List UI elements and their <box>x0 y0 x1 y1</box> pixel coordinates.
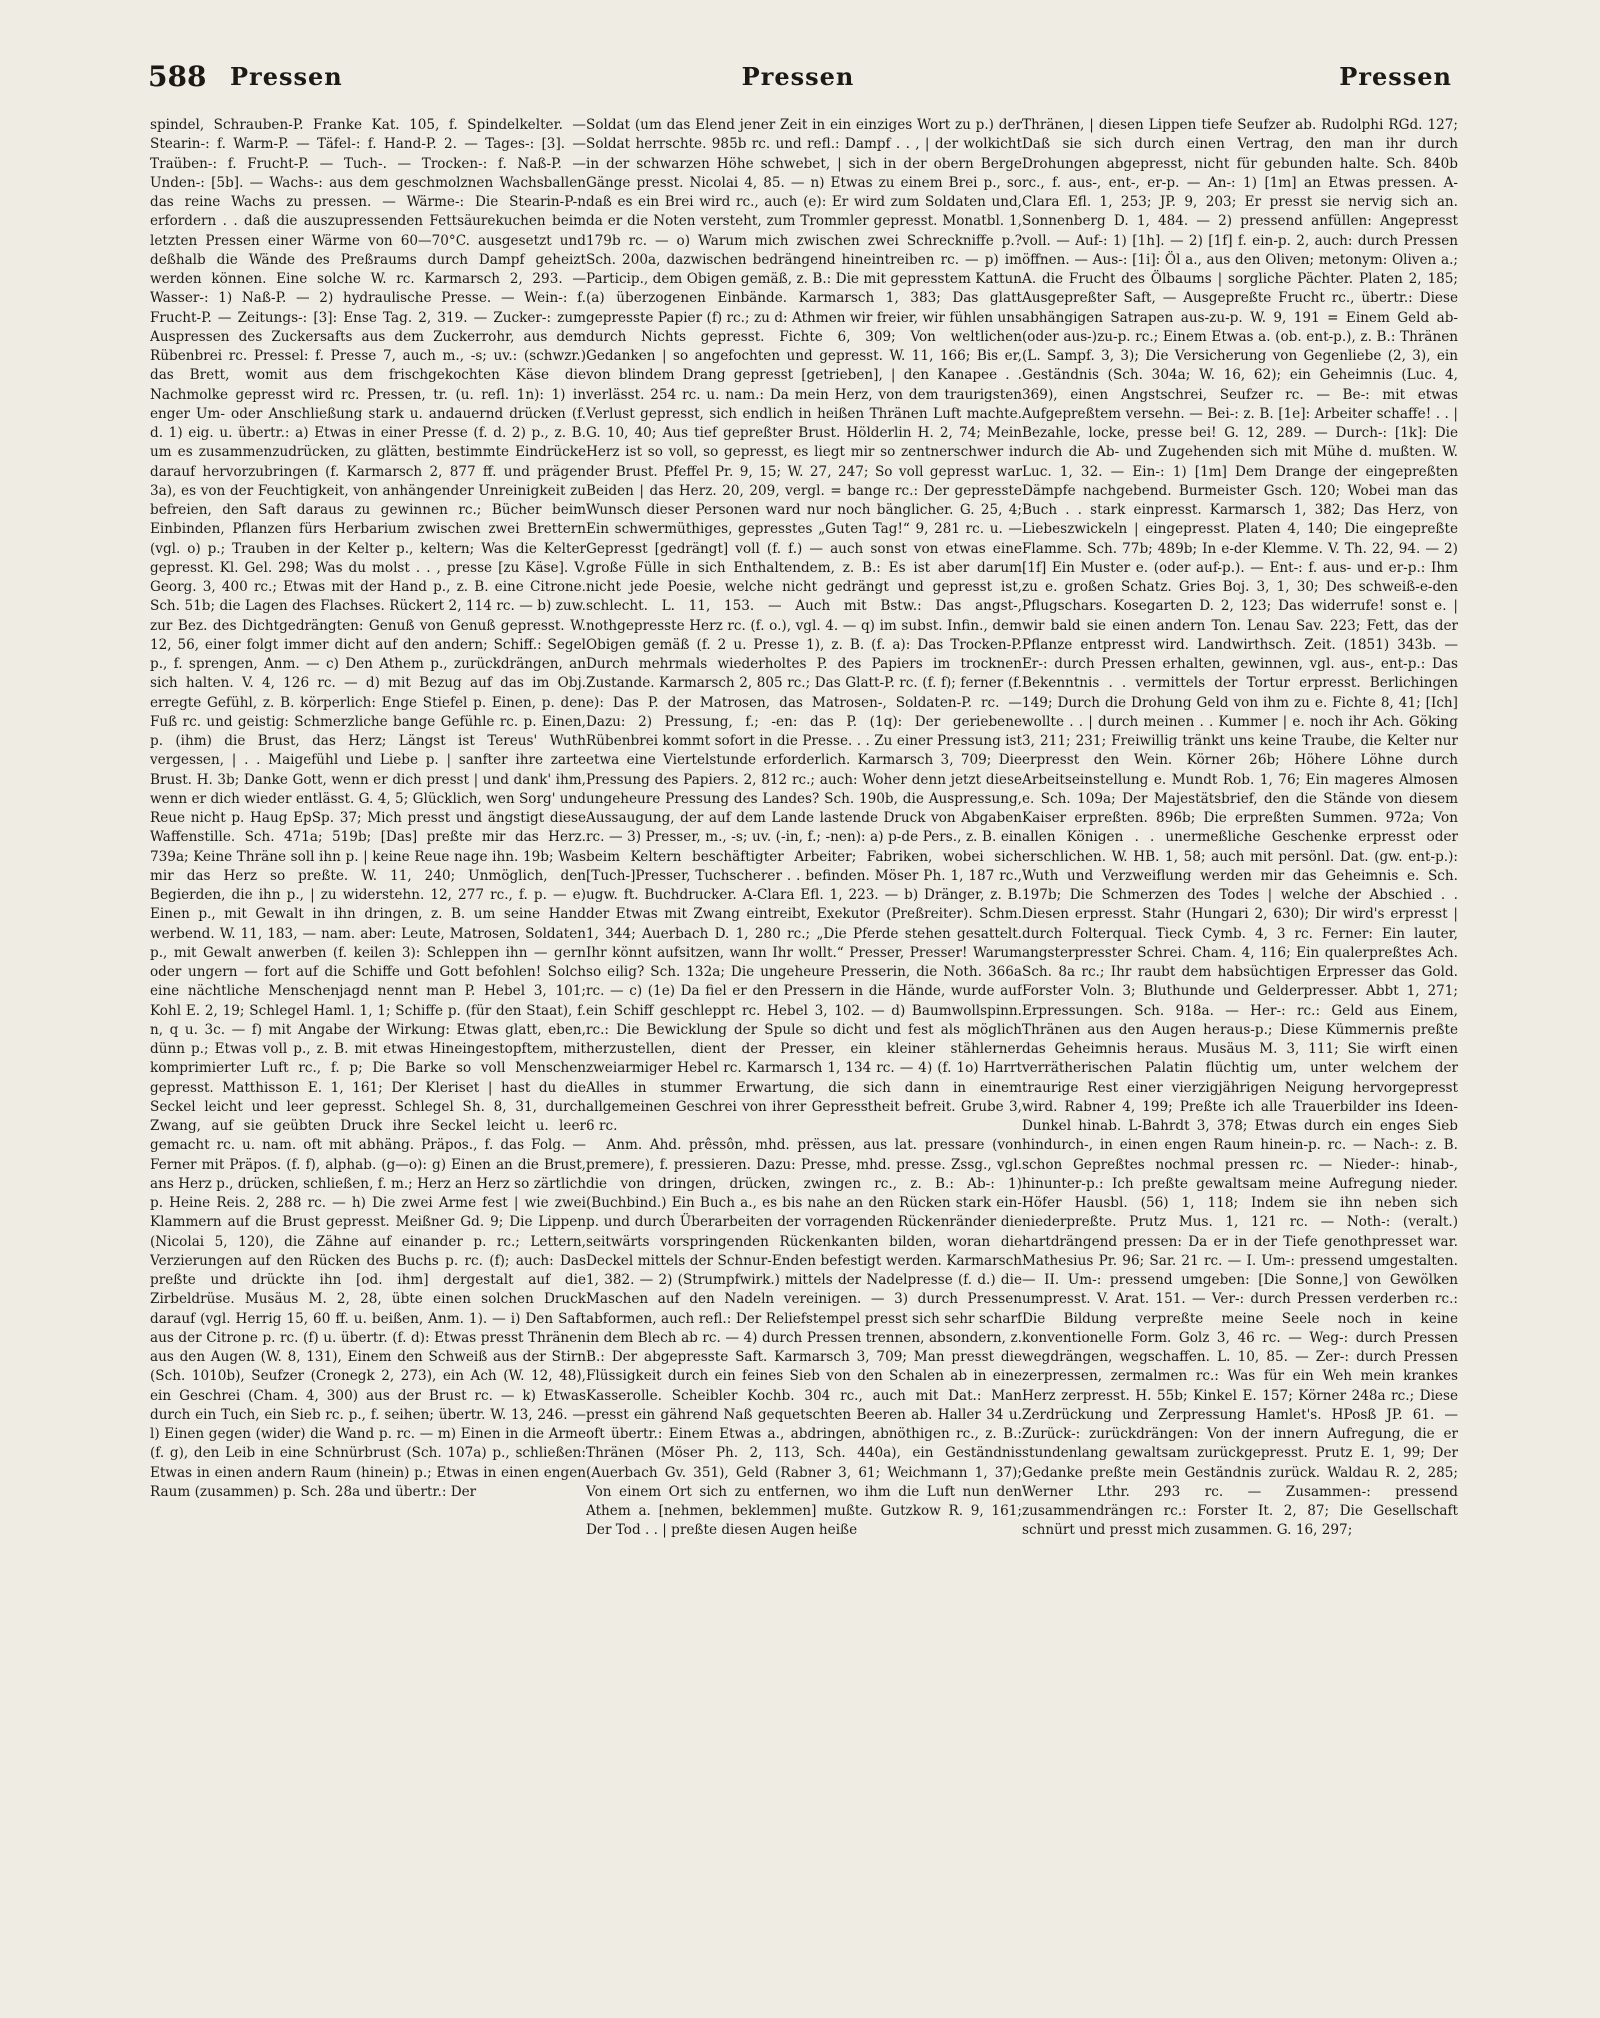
column-left <box>150 116 586 1976</box>
page-number: 588 <box>148 60 207 93</box>
column-left-text: spindel, Schrauben-P. Franke Kat. 105, f. Spindelkelter. — Stearin-: f. Warm-P. — Täfel-: f. Hand-P. 2. — Tages-: [3]. — Traüben-: f. Frucht-P. — Tuch-. — Trocken-: f. Naß-P. — Unden-: [5b]. — Wachs-: aus dem geschmolznen Wachsballen das reine Wachs zu pressen. — Wärme-: Die Stearin-P-n erfordern . . daß die auszupressenden Fettsäurekuchen beim letzten Pressen einer Wärme von 60—70°C. ausgesetzt und deßhalb die Wände des Preßraums durch Dampf geheizt werden können. Eine solche W. rc. Karmarsch 2, 293. — Wasser-: 1) Naß-P. — 2) hydraulische Presse. — Wein-: f. Frucht-P. — Zeitungs-: [3]: Ense Tag. 2, 319. — Zucker-: zum Auspressen des Zuckersafts aus dem Zuckerrohr, aus dem Rübenbrei rc. Pressel: f. Presse 7, auch m., -s; uv.: (schwzr.) das Brett, womit aus dem frischgekochten Käse die Nachmolke gepresst wird rc. Pressen, tr. (u. refl. 1n): 1) in enger Um- oder Anschließung stark u. andauernd drücken (f. d. 1) eig. u. übertr.: a) Etwas in einer Presse (f. d. 2) p., z. B. um es zusammenzudrücken, zu glätten, bestimmte Eindrücke darauf hervorzubringen (f. Karmarsch 2, 877 ff. und prägen 3a), es von der Feuchtigkeit, von anhängender Unreinigkeit zu befreien, den Saft daraus zu gewinnen rc.; Bücher beim Einbinden, Pflanzen fürs Herbarium zwischen zwei Brettern (vgl. o) p.; Trauben in der Kelter p., keltern; Was die Kelter gepresst. Kl. Gel. 298; Was du molst . . , presse [zu Käse]. V. Georg. 3, 400 rc.; Etwas mit der Hand p., z. B. eine Citrone. Sch. 51b; die Lagen des Flachses. Rückert 2, 114 rc. — b) zuw. zur Bez. des Dichtgedrängten: Genuß von Genuß gepresst. W. 12, 56, einer folgt immer dicht auf den andern; Schiff.: Segel p., f. sprengen, Anm. — c) Den Athem p., zurückdrängen, an sich halten. V. 4, 126 rc. — d) mit Bezug auf das im Obj. erregte Gefühl, z. B. körperlich: Enge Stiefel p. Einen, p. den Fuß rc. und geistig: Schmerzliche bange Gefühle rc. p. Einen, p. (ihm) die Brust, das Herz; Längst ist Tereus' Wuth vergessen, | . . Maigefühl und Liebe p. | sanfter ihre zarte Brust. H. 3b; Danke Gott, wenn er dich presst | und dank' ihm, wenn er dich wieder entlässt. G. 4, 5; Glücklich, wen Sorg' und Reue nicht p. Haug EpSp. 37; Mich presst und ängstigt diese Waffenstille. Sch. 471a; 519b; [Das] preßte mir das Herz. 739a; Keine Thräne soll ihn p. | keine Reue nage ihn. 19b; Was mir das Herz so preßte. W. 11, 240; Unmöglich, den Begierden, die ihn p., | zu widerstehn. 12, 277 rc., f. p. — e) Einen p., mit Gewalt in ihn dringen, z. B. um seine Hand werbend. W. 11, 183, — nam. aber: Leute, Matrosen, Soldaten p., mit Gewalt anwerben (f. keilen 3): Schleppen ihn — gern oder ungern — fort auf die Schiffe und Gott befohlen! Solch eine nächtliche Menschenjagd nennt man P. Hebel 3, 101; Kohl E. 2, 19; Schlegel Haml. 1, 1; Schiffe p. (für den Staat), f. n, q u. 3c. — f) mit Angabe der Wirkung: Etwas glatt, eben, dünn p.; Etwas voll p., z. B. mit etwas Hineingestopftem, mit komprimierter Luft rc., f. p; Die Barke so voll Menschen gepresst. Matthisson E. 1, 161; Der Kleriset | hast du die Seckel leicht und leer gepresst. Schlegel Sh. 8, 31, durch Zwang, auf sie geübten Druck ihre Seckel leicht u. leer gemacht rc. u. nam. oft mit abhäng. Präpos., f. das Folg. — Ferner mit Präpos. (f. f), alphab. (g—o): g) Einen an die Brust, ans Herz p., drücken, schließen, f. m.; Herz an Herz so zärtlich p. Heine Reis. 2, 288 rc. — h) Die zwei Arme fest | wie zwei Klammern auf die Brust gepresst. Meißner Gd. 9; Die Lippen (Nicolai 5, 120), die Zähne auf einander p. rc.; Lettern, Verzierungen auf den Rücken des Buchs p. rc. (f); auch: Das preßte und drückte ihn [od. ihm] dergestalt auf die Zirbeldrüse. Musäus M. 2, 28, übte einen solchen Druck darauf (vgl. Herrig 15, 60 ff. u. beißen, Anm. 1). — i) Den Saft aus der Citrone p. rc. (f) u. übertr. (f. d): Etwas presst Thränen aus den Augen (W. 8, 131), Einem den Schweiß aus der Stirn (Sch. 1010b), Seufzer (Cronegk 2, 273), ein Ach (W. 12, 48), ein Geschrei (Cham. 4, 300) aus der Brust rc. — k) Etwas durch ein Tuch, ein Sieb rc. p., f. seihen; übertr. W. 13, 246. — l) Einen gegen (wider) die Wand p. rc. — m) Einen in die Arme (f. g), den Leib in eine Schnürbrust (Sch. 107a) p., schließen: Etwas in einen andern Raum (hinein) p.; Etwas in einen engen Raum (zusammen) p. Sch. 28a und übertr.: Der <box>150 117 586 1500</box>
column-middle-note: Anm. Ahd. prêssôn, mhd. prëssen, aus lat. pressare (von premere), f. pressieren. Dazu: Presse, mhd. presse. Zssg., vgl. die von dringen, drücken, zwingen rc., z. B.: Ab-: 1) (Buchbind.) Ein Buch a., es bis nahe an den Rücken stark ein-p. und durch Überarbeiten der vorragenden Rückenränder die seitwärts vorspringenden Rückenkanten bilden, woran die Deckel mittels der Schnur-Enden befestigt werden. Karmarsch 1, 382. — 2) (Strumpfwirk.) mittels der Nadelpresse (f. d.) die Maschen auf den Nadeln vereinigen. — 3) durch Pressen abformen, auch refl.: Der Reliefstempel presst sich sehr scharf in dem Blech ab rc. — 4) durch Pressen trennen, absondern, z. B.: Der abgepresste Saft. Karmarsch 3, 709; Man presst die Flüssigkeit durch ein feines Sieb von den Schalen ab in eine Kasserolle. Scheibler Kochb. 304 rc., auch mit Dat.: Man presst ein gährend Naß gequetschten Beeren ab. Haller 34 u. oft übertr.: Einem Etwas a., abdringen, abnöthigen rc., z. B.: Thränen (Möser Ph. 2, 113, Sch. 440a), ein Geständnis (Auerbach Gv. 351), Geld (Rabner 3, 61; Weichmann 1, 37); Von einem Ort sich zu entfernen, wo ihm die Luft nun den Athem a. [nehmen, beklemmen] mußte. Gutzkow R. 9, 161; Der Tod . . | preßte diesen Augen heiße <box>586 1137 1022 1539</box>
running-head-right: Pressen <box>1339 62 1452 91</box>
column-middle-text: Soldat (um das Elend jener Zeit in ein einziges Wort zu p.) der Soldat herrschte. 985b rc. und refl.: Dampf . . , | der wolkicht in der schwarzen Höhe schwebet, | sich in der obern Berge Gänge presst. Nicolai 4, 85. — n) Etwas zu einem Brei p., so daß es ein Brei wird rc., auch (e): Er wird zum Soldaten und, da er die Noten versteht, zum Trommler gepresst. Monatbl. 1, 179b rc. — o) Warum mich zwischen zwei Schreckniffe p.? Sch. 200a, dazwischen bedrängend hineintreiben rc. — p) im Particip., dem Obigen gemäß, z. B.: Die mit gepresstem Kattun (a) überzogenen Einbände. Karmarsch 1, 383; Das glatt gepresste Papier (f) rc.; zu d: Athmen wir freier, wir fühlen uns durch Nichts gepresst. Fichte 6, 309; Von weltlichen Gedanken | so angefochten und gepresst. W. 11, 166; Bis er, von blindem Drang gepresst [getrieben], | den Kanapee . . verlässt. 254 rc. u. nam.: Da mein Herz, von dem traurigsten Verlust gepresst, sich endlich in heißen Thränen Luft machte. G. 10, 40; Aus tief gepreßter Brust. Hölderlin H. 2, 74; Mein Herz ist so voll, so gepresst, es liegt mir so zentnerschwer in der Brust. Pfeffel Pr. 9, 15; W. 27, 247; So voll gepresst war Beiden | das Herz. 20, 209, vergl. = bange rc.: Der gepresste Wunsch dieser Personen ward nur noch bänglicher. G. 25, 4; Ein schwermüthiges, gepresstes „Guten Tag!“ 9, 281 rc. u. — Gepresst [gedrängt] voll (f. f.) — auch sonst von etwas eine große Fülle in sich Enthaltendem, z. B.: Es ist aber darum nicht jede Poesie, welche nicht gedrängt und gepresst ist, schlecht. L. 11, 153. — Auch mit Bstw.: Das angst-, nothgepresste Herz rc. (f. o.), vgl. 4. — q) im subst. Infin., dem Obigen gemäß (f. 2 u. Presse 1), z. B. (f. a): Das Trocken-P. Durch mehrmals wiederholtes P. des Papiers im trocknen Zustande. Karmarsch 2, 805 rc.; Das Glatt-P. rc. (f. f); ferner (f. e): Das P. der Matrosen, das Matrosen-, Soldaten-P. rc. — Dazu: 2) Pressung, f.; -en: das P. (1q): Der geriebene Rübenbrei kommt sofort in die Presse. . . Zu einer Pressung ist etwa eine Viertelstunde erforderlich. Karmarsch 3, 709; Die Pressung des Papiers. 2, 812 rc.; auch: Woher denn jetzt diese ungeheure Pressung des Landes? Sch. 190b, die Auspressung, Aussaugung, der auf dem Lande lastende Druck von Abgaben rc. — 3) Presser, m., -s; uv. (-in, f.; -nen): a) p-de Pers., z. B. ein beim Keltern beschäftigter Arbeiter; Fabriken, wobei sich [Tuch-]Presser, Tuchscherer . . befinden. Möser Ph. 1, 187 rc., ugw. ft. Buchdrucker. A-Clara Efl. 1, 223. — b) Dränger, z. B. der Etwas mit Zwang eintreibt, Exekutor (Preßreiter). Schm. 1, 344; Auerbach D. 1, 280 rc.; „Die Pferde stehen gesattelt. Ihr könnt aufsitzen, wann Ihr wollt.“ Presser, Presser! Warum so eilig? Sch. 132a; Die ungeheure Presserin, die Noth. 366a rc. — c) (1e) Da fiel er den Pressern in die Hände, wurde auf ein Schiff geschleppt rc. Hebel 3, 102. — d) Baumwollspinn. rc.: Die Bewicklung der Spule so dicht und fest als möglich herzustellen, dient der Presser, ein kleiner stählerner zweiarmiger Hebel rc. Karmarsch 1, 134 rc. — 4) (f. 1o) Harrt Alles in stummer Erwartung, die sich dann in einem allgemeinen Geschrei von ihrer Gepresstheit befreit. Grube 3, 6 rc. <box>586 117 1022 1134</box>
page-header <box>148 60 1452 100</box>
column-right <box>1022 116 1458 1976</box>
column-right-text: Thränen, | diesen Lippen tiefe Seufzer ab. Rudolphi RGd. 127; Daß sie sich durch einen Vertrag, den man ihr durch Drohungen abgepresst, nicht für gebunden halte. Sch. 840b rc., f. aus-, ent-, er-p. — An-: 1) [1m] an Etwas pressen. A-Clara Efl. 1, 253; JP. 9, 203; Er presst sie nervig sich an. Sonnenberg D. 1, 484. — 2) pressend anfüllen: Angepresst voll. — Auf-: 1) [1h]. — 2) [1f] f. ein-p. 2, auch: durch Pressen öffnen. — Aus-: [1i]: Öl a., aus den Oliven; metonym: Oliven a.; A. die Frucht des Ölbaums | sorgliche Pächter. Platen 2, 185; Ausgepreßter Saft, — Ausgepreßte Frucht rc., übertr.: Diese abhängigen Satrapen aus-zu-p. W. 9, 191 = Einem Geld ab- (oder aus-)zu-p. rc.; Einem Etwas a. (ob. ent-p.), z. B.: Thränen (L. Sampf. 3, 3); Die Versicherung von Gegenliebe (2, 3), ein Geständnis (Sch. 304a; W. 16, 62); ein Geheimnis (Luc. 4, 369), einen Angstschrei, Seufzer rc. — Be-: mit etwas Aufgepreßtem versehn. — Bei-: z. B. [1e]: Arbeiter schaffe! . . | Bezahle, locke, presse bei! G. 12, 289. — Durch-: [1k]: Die durch die Ab- und Zugehenden sich mit Mühe d. mußten. W. Luc. 1, 32. — Ein-: 1) [1m] Dem Drange der eingepreßten Dämpfe nachgebend. Burmeister Gsch. 120; Wobei man das Buch . . stark einpresst. Karmarsch 1, 382; Das Herz, von Liebeszwickeln | eingepresst. Platen 4, 140; Die eingepreßte Flamme. Sch. 77b; 489b; In e-der Klemme. V. Th. 22, 94. — 2) [1f] Ein Muster e. (oder auf-p.). — Ent-: f. aus- und er-p.: Ihm zu e. großen Schatz. Gries Boj. 3, 1, 30; Des schweiß-e-den Pflugschars. Kosegarten D. 2, 123; Das widerrufe! sonst e. | wir bald sie einen andern Ton. Lenau Sav. 223; Fett, das der Pflanze entpresst wird. Landwirthsch. Zeit. (1851) 343b. — Er-: durch Pressen erhalten, gewinnen, vgl. aus-, ent-p.: Das Bekenntnis . . vermittels der Tortur erpresst. Berlichingen 149; Durch die Drohung Geld von ihm zu e. Fichte 8, 41; [Ich] wollte . . | durch meinen . . Kummer | e. noch ihr Ach. Göking 3, 211; 231; Freiwillig tränkt uns keine Traube, die Kelter nur erpresst den Wein. Körner 26b; Höhere Löhne durch Arbeitseinstellung e. Mundt Rob. 1, 76; Ein mageres Almosen e. Sch. 109a; Der Majestätsbrief, den die Stände von diesem Kaiser erpreßten. 896b; Die erpreßten Summen. 972a; Von allen Königen . . unermeßliche Geschenke erpresst oder erschlichen. W. HB. 1, 58; auch mit persönl. Dat. (gw. ent-p.): Wuth und Verzweiflung werden mir das Geheimnis e. Sch. 197b; Die Schmerzen des Todes | welche der Abschied . . Diesen erpresst. Stahr (Hungari 2, 630); Dir wird's erpresst | durch Folterqual. Tieck Cymb. 4, 3 rc. Ferner: Ein lauter, angsterpresster Schrei. Cham. 4, 116; Ein qualerpreßtes Ach. Sch. 8a rc.; Ihr raubt dem habsüchtigen Erpresser das Gold. Forster Voln. 3; Bluthunde und Gelderpresser. Abbt 1, 271; Erpressungen. Sch. 918a. — Her-: rc.: Geld aus Einem, Thränen aus den Augen heraus-p.; Diese Kümmernis preßte das Geheimnis heraus. Musäus M. 3, 111; Sie wirft einen verrätherischen Palatin flüchtig um, unter welchem der traurige Rest einer vierzigjährigen Neigung hervorgepresst wird. Rabner 4, 199; Preßte ich alle Trauerbilder ins Ideen-Dunkel hinab. L-Bahrdt 3, 378; Etwas durch ein enges Sieb hindurch-, in einen engen Raum hinein-p. rc. — Nach-: z. B. schon Gepreßtes nochmal pressen rc. — Nieder-: hinab-, hinunter-p.: Ich preßte gewaltsam meine Aufregung nieder. Höfer Hausbl. (56) 1, 118; Indem sie ihn neben sich niederpreßte. Prutz Mus. 1, 121 rc. — Noth-: (veralt.) hartdrängend pressen: Da er in der Tiefe genothpresset war. Mathesius Pr. 96; Sar. 21 rc. — I. Um-: pressend umgestalten. — II. Um-: pressend umgeben: [Die Sonne,] von Gewölken umpresst. V. Arat. 151. — Ver-: durch Pressen verderben rc.: Die Bildung verpreßte meine Seele noch in keine konventionelle Form. Golz 3, 46 rc. — Weg-: durch Pressen wegdrängen, wegschaffen. L. 10, 85. — Zer-: durch Pressen zerpressen, zermalmen rc.: Was für ein Weh mein krankes Herz zerpresst. H. 55b; Kinkel E. 157; Körner 248a rc.; Diese Zerdrückung und Zerpressung Hamlet's. HPosß JP. 61. — Zurück-: zurückdrängen: Von der innern Aufregung, die er stundenlang gewaltsam zurückgepresst. Prutz E. 1, 99; Der Gedanke preßte mein Geständnis zurück. Waldau R. 2, 285; Werner Lthr. 293 rc. — Zusammen-: pressend zusammendrängen rc.: Forster It. 2, 87; Die Gesellschaft schnürt und presst mich zusammen. G. 16, 297; <box>1022 117 1458 1539</box>
column-middle <box>586 116 1022 1976</box>
running-head-center: Pressen <box>741 62 855 91</box>
running-head-left: Pressen <box>230 62 343 91</box>
